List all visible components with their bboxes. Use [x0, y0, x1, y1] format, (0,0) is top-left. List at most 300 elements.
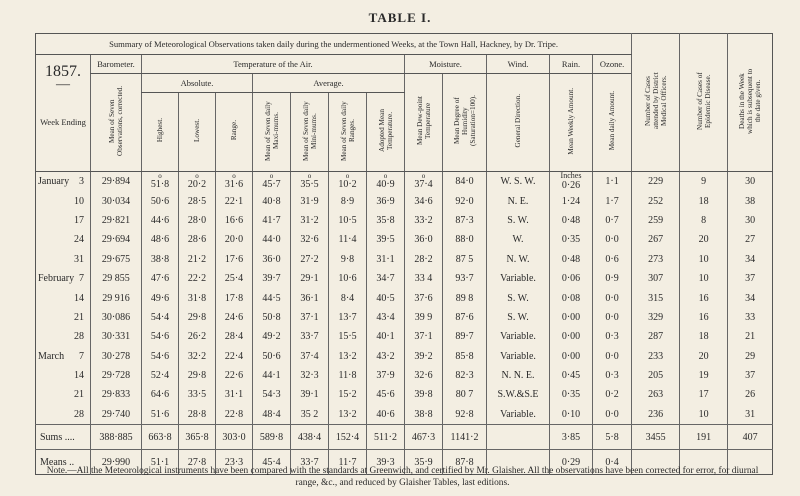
moisture-group: Moisture. [405, 55, 487, 74]
cell-value: 0·0 [605, 292, 619, 304]
col-adopted-header: Adopted Mean Temperature. [367, 93, 405, 172]
cell-min [291, 230, 329, 249]
cell-epi [680, 405, 728, 425]
row-month [36, 405, 68, 425]
cell-value: 15·2 [338, 389, 357, 401]
cell-low [179, 269, 216, 288]
cell-baro [91, 405, 142, 425]
cell-low [179, 172, 216, 192]
cell-value: 30·331 [101, 331, 131, 343]
cell-cases [632, 308, 680, 327]
cell-ranges [329, 366, 367, 385]
row-month: February [38, 273, 75, 285]
cell-wind [487, 211, 550, 230]
cell-value: 28·0 [187, 214, 207, 226]
cell-high: 663·8 [142, 425, 179, 450]
table-row [36, 288, 773, 307]
cell-value: 89 8 [455, 292, 474, 304]
cell-value: 0·0 [605, 234, 619, 246]
col-dewpoint-header: Mean Dew-point Temperature [405, 74, 443, 172]
table-row [36, 366, 773, 385]
cell-cases: 3455 [632, 425, 680, 450]
cell-range [216, 250, 253, 269]
cell-value: Variable. [500, 350, 536, 362]
table-title: TABLE I. [368, 10, 432, 25]
cell-value: 20 [698, 234, 709, 246]
cell-value: N. E. [507, 195, 529, 207]
col-ozone-header: Mean daily Amount. [593, 74, 632, 172]
cell-value: 44·6 [150, 214, 170, 226]
cell-ozone: 5·8 [593, 425, 632, 450]
summary-caption: Summary of Meteorological Observations taken daily during the undermentioned Weeks, at the Town Hall, Hackney, by Dr. Tripe. [36, 34, 632, 55]
cell-ranges [329, 191, 367, 210]
cell-value: 29·1 [300, 273, 319, 285]
cell-low: 365·8 [179, 425, 216, 450]
row-day: 14 [74, 370, 84, 382]
cell-adopted [367, 211, 405, 230]
cell-min [291, 211, 329, 230]
cell-ozone: 0·4 [593, 450, 632, 475]
cell-value: 329 [648, 311, 664, 323]
cell-wind [487, 405, 550, 425]
sums-row [36, 425, 773, 450]
cell-cases [632, 385, 680, 404]
row-month [36, 211, 68, 230]
cell-value: 10·5 [338, 214, 357, 226]
cell-adopted [367, 191, 405, 210]
cell-value: 34 [745, 253, 756, 265]
cell-value: 30 [745, 214, 756, 226]
cell-value: S. W. [507, 214, 529, 226]
cell-range [216, 347, 253, 366]
cell-ozone [593, 385, 632, 404]
cell-value: 87 5 [455, 253, 474, 265]
cell-baro [91, 172, 142, 192]
cell-value: 31·1 [224, 389, 244, 401]
cell-rain [550, 172, 593, 192]
cell-ozone [593, 366, 632, 385]
rain-group: Rain. [550, 55, 593, 74]
cell-value: 28·6 [187, 234, 207, 246]
cell-value: 0·3 [605, 370, 619, 382]
cell-rain: 3·85 [550, 425, 593, 450]
cell-value: 205 [648, 370, 664, 382]
cell-rain [550, 405, 593, 425]
cell-value: 233 [648, 350, 664, 362]
cell-value: 24·6 [224, 311, 244, 323]
cell-value: S. W. [507, 292, 529, 304]
degree-mark: o [269, 172, 274, 181]
cell-dew [405, 308, 443, 327]
cell-cases [632, 347, 680, 366]
barometer-group: Barometer. [91, 55, 142, 74]
cell-value: 37·1 [300, 311, 319, 323]
cell-high [142, 172, 179, 192]
cell-min [291, 366, 329, 385]
col-highest-header: Highest. [142, 93, 179, 172]
cell-rain [550, 327, 593, 346]
cell-baro [91, 327, 142, 346]
degree-mark: o [345, 172, 350, 181]
cell-dew [405, 347, 443, 366]
cell-epi [680, 308, 728, 327]
cell-value: 31·9 [300, 195, 319, 207]
table-row [36, 308, 773, 327]
cell-value: 29 855 [102, 273, 130, 285]
cell-dew [405, 250, 443, 269]
cell-hum [443, 308, 487, 327]
cell-dew [405, 172, 443, 192]
cell-rain [550, 211, 593, 230]
row-month [36, 288, 68, 307]
cell-value: 41·7 [262, 214, 281, 226]
cell-value: 0·06 [561, 273, 581, 285]
cell-cases [632, 405, 680, 425]
cell-ozone [593, 230, 632, 249]
cell-value: 47·6 [150, 273, 170, 285]
cell-high [142, 327, 179, 346]
row-month: March [38, 350, 65, 362]
row-day: 14 [74, 292, 84, 304]
cell-value: 0·10 [561, 408, 581, 420]
cell-value: 49·6 [150, 292, 170, 304]
col-direction-header: General Direction. [487, 74, 550, 172]
cell-low [179, 385, 216, 404]
cell-deaths [728, 308, 773, 327]
cell-max [253, 385, 291, 404]
cell-value: 33·5 [187, 389, 207, 401]
cell-value: 27·2 [300, 253, 319, 265]
cell-cases [632, 269, 680, 288]
cell-value: 31·8 [187, 292, 207, 304]
cell-value: 29·740 [101, 408, 131, 420]
row-day: 28 [74, 408, 84, 420]
cell-max [253, 405, 291, 425]
cell-value: 64·6 [150, 389, 170, 401]
cell-min [291, 405, 329, 425]
cell-min [291, 347, 329, 366]
cell-value: 30·278 [101, 350, 131, 362]
cell-ozone [593, 250, 632, 269]
cell-value: 0·48 [561, 253, 581, 265]
row-day: 3 [79, 176, 84, 188]
cell-value: 0·0 [605, 408, 619, 420]
cell-hum: 1141·2 [443, 425, 487, 450]
cell-rain [550, 288, 593, 307]
cell-wind [487, 385, 550, 404]
table-row [36, 347, 773, 366]
data-rows [36, 172, 773, 475]
cell-value: 16·6 [224, 214, 244, 226]
cell-value: 13·2 [338, 408, 357, 420]
cell-max [253, 269, 291, 288]
cell-value: 31 [745, 408, 756, 420]
cell-ranges [329, 211, 367, 230]
footnote: Note.—All the Meteorological instruments have been compared with the standards at Greenwich, and certified by Mr. Glaisher. All the observations have been corrected for error, for diurnal range, &c., and reduced by Glaisher Tables, last editions. [46, 466, 759, 488]
table-row [36, 230, 773, 249]
degree-mark: o [421, 172, 426, 181]
table-row [36, 385, 773, 404]
cell-value: 36·0 [262, 253, 281, 265]
cell-value: 34·6 [414, 195, 433, 207]
cell-epi [680, 250, 728, 269]
cell-high [142, 269, 179, 288]
cell-epi [680, 191, 728, 210]
cell-value: 20·0 [224, 234, 244, 246]
cell-ranges [329, 308, 367, 327]
cell-dew [405, 269, 443, 288]
cell-cases [632, 288, 680, 307]
cell-value: 15·5 [338, 331, 357, 343]
cell-adopted [367, 347, 405, 366]
cell-value: 39·8 [414, 389, 433, 401]
cell-value: 20 [698, 350, 709, 362]
temperature-group: Temperature of the Air. [142, 55, 405, 74]
cell-value: 263 [648, 389, 664, 401]
cell-value: 29·8 [187, 311, 207, 323]
cell-value: 37·4 [414, 179, 433, 191]
week-ending-label: Week Ending [40, 117, 86, 127]
col-deaths-header: Deaths in the Week which is subsequent to the date given. [728, 34, 773, 172]
cell-value: 20·2 [187, 179, 207, 191]
cell-value: 87·6 [455, 311, 474, 323]
cell-value: 1·1 [605, 176, 619, 188]
cell-max [253, 347, 291, 366]
cell-value: 273 [648, 253, 664, 265]
cell-value: 252 [648, 195, 664, 207]
cell-ozone [593, 405, 632, 425]
cell-value: 88·0 [455, 234, 474, 246]
row-month [36, 250, 68, 269]
cell-ozone [593, 327, 632, 346]
cell-ranges [329, 385, 367, 404]
cell-value: 82·3 [455, 370, 474, 382]
cell-value: 33 4 [414, 273, 433, 285]
cell-value: 37 [745, 370, 756, 382]
cell-range [216, 385, 253, 404]
cell-value: 16 [698, 292, 709, 304]
cell-value: 50·8 [262, 311, 281, 323]
cell-value: 18 [698, 195, 709, 207]
cell-adopted [367, 172, 405, 192]
cell-value: 267 [648, 234, 664, 246]
cell-value: 28·2 [414, 253, 433, 265]
cell-value: S.W.&S.E [497, 389, 539, 401]
cell-min [291, 269, 329, 288]
cell-value: 37·9 [376, 370, 395, 382]
cell-high [142, 366, 179, 385]
cell-value: 40·1 [376, 331, 395, 343]
cell-deaths [728, 269, 773, 288]
cell-value: 22·2 [187, 273, 207, 285]
cell-cases [632, 211, 680, 230]
cell-value: 0·7 [605, 214, 619, 226]
cell-value: 31·1 [376, 253, 395, 265]
cell-dew: 35·9 [405, 450, 443, 475]
row-day: 10 [74, 195, 84, 207]
year-dash: — [56, 77, 70, 92]
cell-max [253, 308, 291, 327]
cell-max [253, 327, 291, 346]
cell-value: 17·8 [224, 292, 244, 304]
cell-baro [91, 347, 142, 366]
cell-value: 89·7 [455, 331, 474, 343]
cell-wind [487, 308, 550, 327]
cell-min [291, 385, 329, 404]
cell-low [179, 308, 216, 327]
cell-value: 0·2 [605, 389, 619, 401]
cell-value: 0·3 [605, 331, 619, 343]
cell-value: 43·2 [376, 350, 395, 362]
cell-value: 307 [648, 273, 664, 285]
cell-epi [680, 385, 728, 404]
cell-value: 43·4 [376, 311, 395, 323]
cell-wind [487, 191, 550, 210]
cell-epi [680, 211, 728, 230]
cell-value: 10 [698, 273, 709, 285]
cell-range [216, 269, 253, 288]
cell-range [216, 191, 253, 210]
cell-min [291, 308, 329, 327]
cell-high [142, 288, 179, 307]
cell-rain [550, 269, 593, 288]
cell-value: Variable. [500, 273, 536, 285]
cell-value: 48·4 [262, 408, 281, 420]
cell-wind [487, 288, 550, 307]
cell-range [216, 405, 253, 425]
cell-cases [632, 230, 680, 249]
cell-deaths [728, 327, 773, 346]
cell-value: 54·4 [150, 311, 170, 323]
cell-hum [443, 327, 487, 346]
cell-value: 0·00 [561, 331, 581, 343]
cell-value: 0·0 [605, 350, 619, 362]
cell-wind [487, 425, 550, 450]
cell-ranges [329, 172, 367, 192]
cell-low [179, 250, 216, 269]
cell-deaths [728, 366, 773, 385]
cell-adopted [367, 405, 405, 425]
cell-low [179, 327, 216, 346]
row-day: 17 [74, 214, 84, 226]
cell-deaths: 407 [728, 425, 773, 450]
cell-hum [443, 230, 487, 249]
cell-high [142, 230, 179, 249]
cell-value: 40·9 [376, 179, 395, 191]
cell-value: Variable. [500, 331, 536, 343]
cell-value: 29 [745, 350, 756, 362]
cell-wind [487, 250, 550, 269]
cell-value: 45·6 [376, 389, 395, 401]
cell-low [179, 366, 216, 385]
col-rain-header: Mean Weekly Amount. [550, 74, 593, 172]
row-day: 7 [79, 273, 84, 285]
cell-value: 40·5 [376, 292, 395, 304]
table-row [36, 191, 773, 210]
cell-value: 54·3 [262, 389, 281, 401]
cell-value: 34 [745, 292, 756, 304]
row-month [36, 230, 68, 249]
cell-adopted [367, 269, 405, 288]
cell-max [253, 211, 291, 230]
cell-value: 25·4 [224, 273, 244, 285]
cell-hum [443, 405, 487, 425]
row-month [36, 327, 68, 346]
cell-min [291, 327, 329, 346]
cell-value: 0·48 [561, 214, 581, 226]
cell-value: 92·0 [455, 195, 474, 207]
cell-high [142, 308, 179, 327]
degree-mark: o [383, 172, 388, 181]
cell-value: 8·4 [340, 292, 355, 304]
cell-range: 23·3 [216, 450, 253, 475]
cell-dew [405, 366, 443, 385]
cell-adopted [367, 308, 405, 327]
cell-value: 44·1 [262, 370, 281, 382]
cell-value: 54·6 [150, 350, 170, 362]
cell-value: 9·8 [340, 253, 355, 265]
cell-value: 18 [698, 331, 709, 343]
cell-max [253, 250, 291, 269]
cell-hum [443, 211, 487, 230]
cell-range [216, 366, 253, 385]
cell-value: 85·8 [455, 350, 474, 362]
cell-value: 0·9 [605, 273, 619, 285]
cell-value: 13·7 [338, 311, 357, 323]
cell-value: 0·08 [561, 292, 581, 304]
year: 1857. [45, 63, 81, 80]
cell-value: 39·5 [376, 234, 395, 246]
cell-value: 33·2 [414, 214, 433, 226]
cell-min [291, 172, 329, 192]
cell-rain [550, 191, 593, 210]
table-row [36, 250, 773, 269]
cell-dew [405, 327, 443, 346]
cell-value: 26 [745, 389, 756, 401]
cell-value: 45·7 [262, 179, 281, 191]
cell-adopted: 39·3 [367, 450, 405, 475]
row-month: January [38, 176, 70, 188]
cell-value: 36·9 [376, 195, 395, 207]
cell-value: 287 [648, 331, 664, 343]
cell-epi [680, 172, 728, 192]
cell-value: 21·2 [187, 253, 207, 265]
cell-rain: 0·29 [550, 450, 593, 475]
cell-value: 29·675 [101, 253, 131, 265]
cell-deaths [728, 230, 773, 249]
cell-value: 32·2 [187, 350, 207, 362]
cell-value: 11·8 [338, 370, 357, 382]
cell-dew [405, 405, 443, 425]
cell-value: 30·086 [101, 311, 131, 323]
cell-value: 87·3 [455, 214, 474, 226]
cell-value: 38·8 [414, 408, 433, 420]
sums-label: Sums .... [36, 425, 91, 450]
cell-max [253, 230, 291, 249]
means-label: Means .. [36, 450, 91, 475]
absolute-group: Absolute. [142, 74, 253, 93]
cell-value: 35·5 [300, 179, 319, 191]
row-day: 7 [79, 350, 84, 362]
average-group: Average. [253, 74, 405, 93]
cell-ozone [593, 172, 632, 192]
cell-high [142, 211, 179, 230]
row-day: 31 [74, 253, 84, 265]
cell-deaths [728, 288, 773, 307]
cell-dew [405, 288, 443, 307]
cell-ozone [593, 269, 632, 288]
cell-value: 39·1 [300, 389, 319, 401]
